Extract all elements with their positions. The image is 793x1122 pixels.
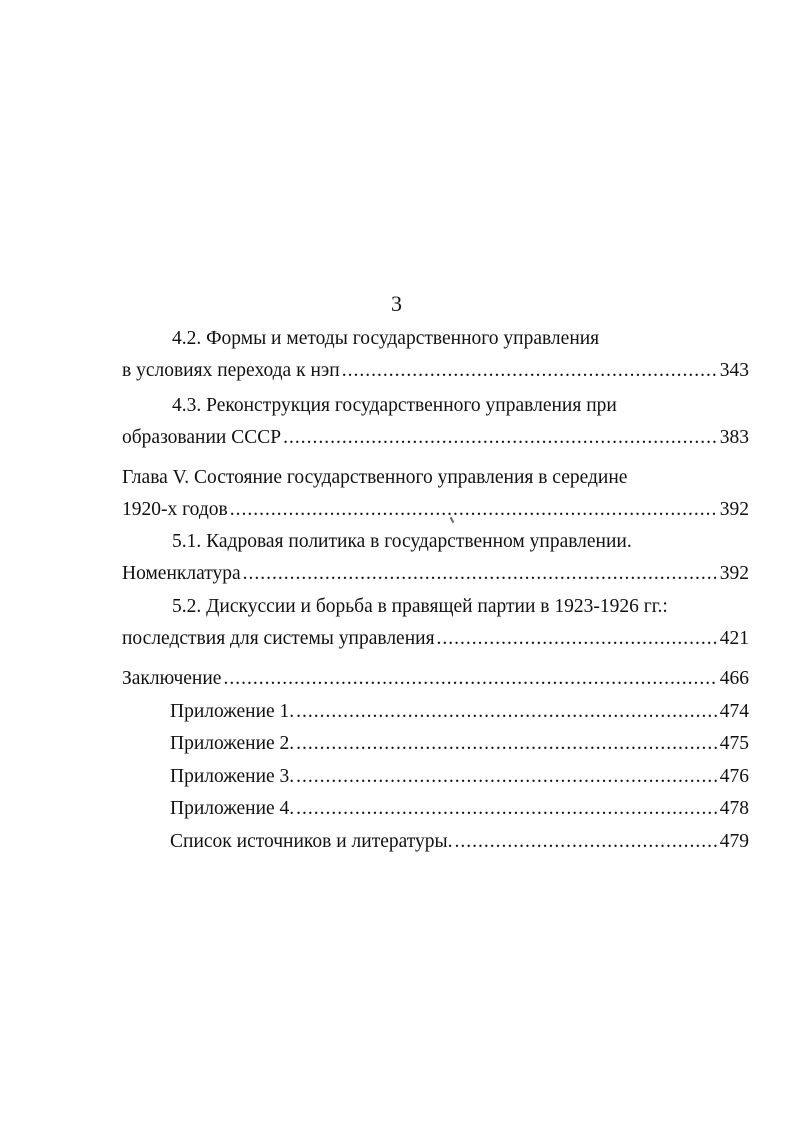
page-number: 3 bbox=[391, 291, 402, 316]
toc-entry-page: 466 bbox=[719, 668, 749, 689]
toc-entry-page: 474 bbox=[719, 701, 749, 722]
toc-entry-5-2[interactable] bbox=[122, 626, 749, 652]
toc-entry-title: Приложение 1. bbox=[170, 701, 295, 722]
dot-leader bbox=[455, 829, 718, 855]
dot-leader bbox=[283, 425, 718, 451]
toc-entry-chapter-5[interactable] bbox=[122, 497, 749, 523]
toc-entry-title: Заключение bbox=[122, 668, 222, 689]
toc-entry-title: образовании СССР bbox=[122, 427, 282, 448]
toc-entry-page: 383 bbox=[719, 427, 749, 448]
toc-entry-5-2-heading: 5.2. Дискуссии и борьба в правящей партии в 1923-1926 гг.: bbox=[172, 596, 668, 617]
toc-entry-title: Приложение 2. bbox=[170, 733, 295, 754]
toc-entry-page: 479 bbox=[719, 831, 749, 852]
toc-entry-page: 478 bbox=[719, 798, 749, 819]
toc-entry-conclusion[interactable] bbox=[122, 666, 749, 692]
toc-entry-4-3[interactable] bbox=[122, 425, 749, 451]
dot-leader bbox=[223, 666, 717, 692]
toc-entry-appendix-2[interactable] bbox=[170, 731, 749, 757]
dot-leader bbox=[243, 561, 718, 587]
toc-entry-appendix-3[interactable] bbox=[170, 764, 749, 790]
toc-entry-5-1[interactable] bbox=[122, 561, 749, 587]
dot-leader bbox=[230, 497, 718, 523]
toc-entry-title: Список источников и литературы. bbox=[170, 831, 453, 852]
dot-leader bbox=[296, 764, 718, 790]
toc-entry-appendix-4[interactable] bbox=[170, 796, 749, 822]
dot-leader bbox=[342, 358, 718, 384]
toc-entry-title: в условиях перехода к нэп bbox=[122, 360, 340, 381]
dot-leader bbox=[296, 699, 718, 725]
toc-entry-4-2-heading: 4.2. Формы и методы государственного управления bbox=[172, 328, 600, 349]
dot-leader bbox=[296, 731, 718, 757]
toc-entry-page: 343 bbox=[719, 360, 749, 381]
toc-entry-page: 475 bbox=[719, 733, 749, 754]
toc-entry-chapter-5-heading: Глава V. Состояние государственного управления в середине bbox=[122, 467, 628, 488]
toc-entry-4-3-heading: 4.3. Реконструкция государственного управления при bbox=[172, 395, 617, 416]
toc-entry-title: Приложение 4. bbox=[170, 798, 295, 819]
toc-entry-page: 421 bbox=[719, 628, 749, 649]
toc-entry-title: Номенклатура bbox=[122, 563, 241, 584]
toc-entry-page: 392 bbox=[719, 563, 749, 584]
toc-entry-page: 392 bbox=[719, 499, 749, 520]
toc-entry-sources[interactable] bbox=[170, 829, 749, 855]
dot-leader bbox=[437, 626, 718, 652]
dot-leader bbox=[296, 796, 718, 822]
toc-entry-5-1-heading: 5.1. Кадровая политика в государственном управлении. bbox=[172, 531, 632, 552]
toc-entry-4-2[interactable] bbox=[122, 358, 749, 384]
toc-entry-title: 1920-х годов bbox=[122, 499, 228, 520]
toc-entry-appendix-1[interactable] bbox=[170, 699, 749, 725]
toc-entry-title: последствия для системы управления bbox=[122, 628, 435, 649]
toc-entry-title: Приложение 3. bbox=[170, 766, 295, 787]
toc-entry-page: 476 bbox=[719, 766, 749, 787]
